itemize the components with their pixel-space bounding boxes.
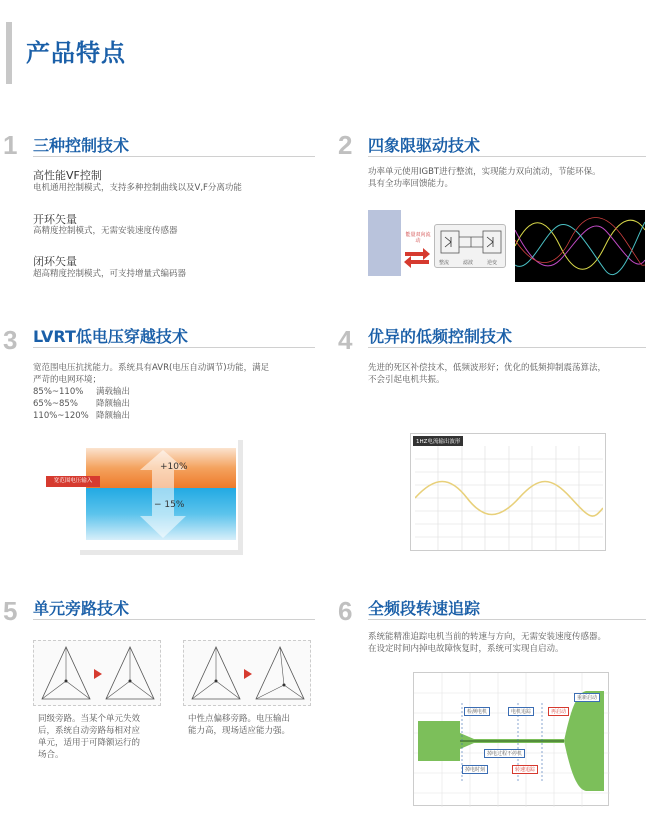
s5-left-desc-1: 同级旁路。当某个单元失效	[38, 714, 141, 724]
s3-row-1-range: 85%~110%	[33, 387, 84, 397]
s3-row-1-mode: 满载输出	[96, 387, 131, 397]
s6-desc-line-2: 在设定时间内掉电故障恢复时，系统可实现自启动。	[368, 644, 564, 654]
section-3-number: 3	[3, 325, 18, 355]
section-3-divider	[33, 347, 315, 348]
section-5-divider	[33, 619, 315, 620]
s2-circuit-figure	[368, 210, 508, 276]
s4-chart-title: 1HZ电流输出波形	[413, 436, 463, 446]
s3-fig-tag: 宽范围电压输入	[46, 476, 100, 487]
section-2-divider	[368, 156, 646, 157]
waveform-icon	[515, 210, 645, 282]
section-6-divider	[368, 619, 646, 620]
section-4-divider	[368, 347, 646, 348]
block-filter: 滤波	[463, 260, 474, 266]
s6-speed-tracking-figure	[413, 672, 609, 806]
s3-row-3-range: 110%~120%	[33, 411, 89, 421]
s1-item-3-desc: 超高精度控制模式，可支持增量式编码器	[33, 269, 187, 279]
s3-voltage-figure	[80, 440, 243, 555]
s4-desc-line-2: 不会引起电机共振。	[368, 375, 445, 385]
s4-desc-line-1: 先进的死区补偿技术，低频波形好；优化的低频抑制震荡算法，	[368, 363, 607, 373]
s6-desc-line-1: 系统能精准追踪电机当前的转速与方向，无需安装速度传感器。	[368, 632, 607, 642]
section-6-number: 6	[338, 596, 353, 626]
s6-label-rerun: 重新启动	[574, 693, 600, 702]
s5-right-desc-2: 能力高，现场适应能力强。	[188, 726, 291, 736]
low-frequency-waveform-icon	[415, 446, 603, 550]
s3-desc-line-1: 宽范围电压抗扰能力。系统具有AVR(电压自动调节)功能，满足	[33, 363, 270, 373]
s6-label-track: 电机追踪	[508, 707, 534, 716]
s6-label-restart: 再启动	[548, 707, 569, 716]
s3-desc-line-2: 严苛的电网环境；	[33, 375, 102, 385]
s6-label-detect: 检测电机	[464, 707, 490, 716]
s1-item-1-title: 高性能VF控制	[33, 169, 102, 182]
s5-right-desc-1: 中性点偏移旁路。电压输出	[188, 714, 291, 724]
delta-bypass-icon	[34, 641, 162, 707]
section-1-divider	[33, 156, 315, 157]
section-4-number: 4	[338, 325, 353, 355]
s3-fig-down-label: − 15%	[154, 500, 185, 510]
block-invert: 逆变	[487, 260, 498, 266]
section-2-number: 2	[338, 130, 353, 160]
section-3-title: LVRT低电压穿越技术	[33, 327, 188, 346]
s4-waveform-chart	[410, 433, 606, 551]
section-5-number: 5	[3, 596, 18, 626]
section-5-title: 单元旁路技术	[33, 599, 130, 618]
bidirectional-arrow-icon	[403, 246, 431, 268]
s2-fig-label: 能量双向流动	[405, 232, 431, 244]
s5-left-desc-2: 后，系统自动旁路每相对应	[38, 726, 141, 736]
s5-bypass-figure-right	[183, 640, 311, 706]
power-unit-schematic-icon	[439, 229, 503, 255]
neutral-shift-bypass-icon	[184, 641, 312, 707]
s3-row-2-range: 65%~85%	[33, 399, 78, 409]
s1-item-1-desc: 电机通用控制模式，支持多种控制曲线以及V,F分离功能	[33, 183, 242, 193]
s6-label-speed-track: 转速追踪	[512, 765, 538, 774]
s6-label-no-stop: 掉电过程不停机	[484, 749, 525, 758]
grid-block	[368, 210, 401, 276]
s6-label-power-loss: 掉电时刻	[462, 765, 488, 774]
s2-oscilloscope-image	[515, 210, 645, 282]
block-rectify: 整流	[439, 260, 450, 266]
s5-left-desc-3: 单元，适用于可降额运行的	[38, 738, 141, 748]
power-unit-box	[434, 224, 506, 268]
s2-desc-line-2: 具有全功率回馈能力。	[368, 179, 454, 189]
s1-item-2-title: 开环矢量	[33, 213, 77, 226]
section-4-title: 优异的低频控制技术	[368, 327, 513, 346]
page-title-bar	[6, 22, 12, 84]
s1-item-3-title: 闭环矢量	[33, 255, 77, 268]
section-6-title: 全频段转速追踪	[368, 599, 481, 618]
s3-fig-up-label: +10%	[160, 462, 188, 472]
s3-row-3-mode: 降额输出	[96, 411, 131, 421]
page-title: 产品特点	[26, 39, 126, 67]
section-2-title: 四象限驱动技术	[368, 136, 481, 155]
s1-item-2-desc: 高精度控制模式，无需安装速度传感器	[33, 226, 178, 236]
section-1-title: 三种控制技术	[33, 136, 130, 155]
s5-left-desc-4: 场合。	[38, 750, 64, 760]
s3-row-2-mode: 降额输出	[96, 399, 131, 409]
s2-desc-line-1: 功率单元使用IGBT进行整流，实现能力双向流动，节能环保。	[368, 167, 601, 177]
s5-bypass-figure-left	[33, 640, 161, 706]
section-1-number: 1	[3, 130, 18, 160]
